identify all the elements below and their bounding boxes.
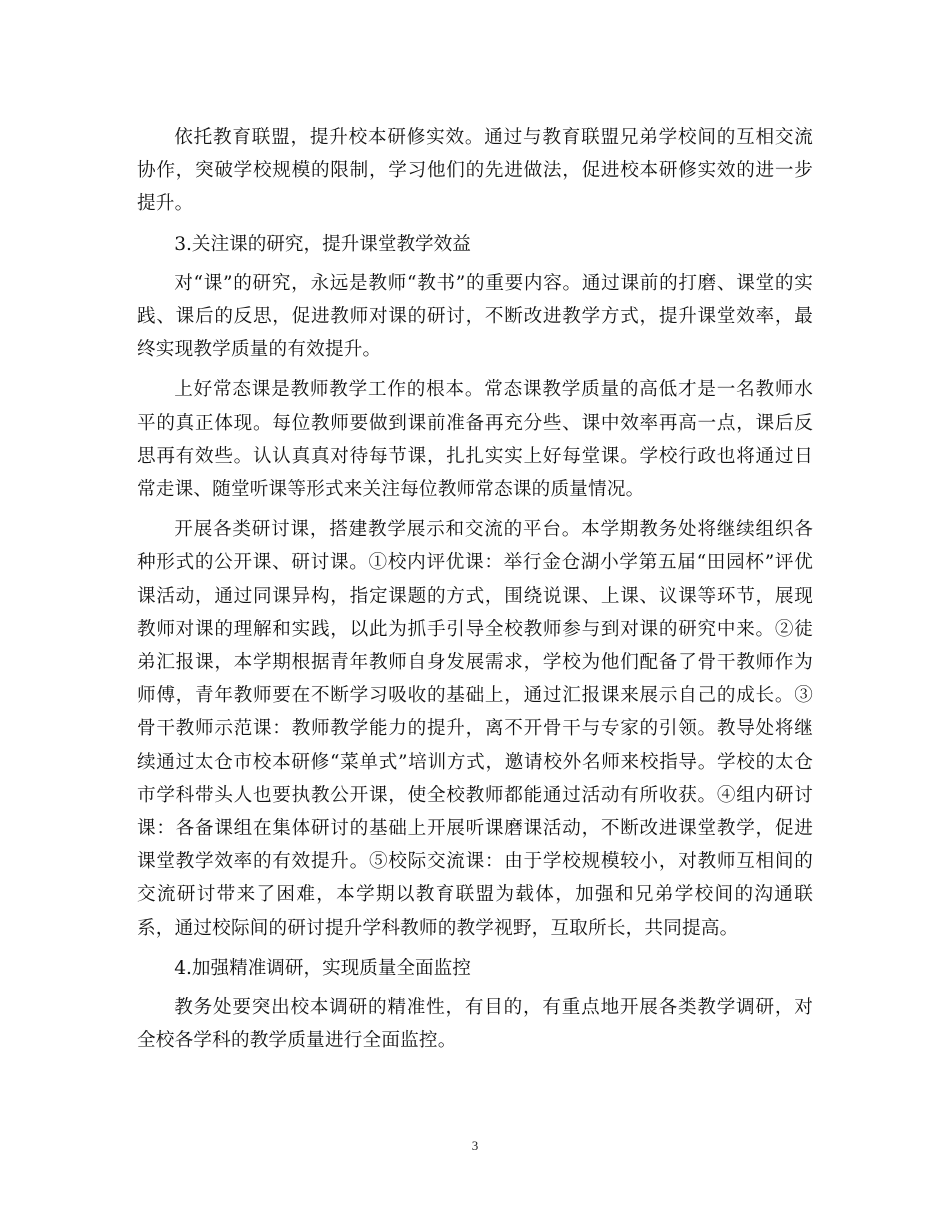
section-heading-4: 4.加强精准调研，实现质量全面监控 — [174, 957, 471, 979]
paragraph-research-lessons: 开展各类研讨课，搭建教学展示和交流的平台。本学期教务处将继续组织各种形式的公开课、研讨课。①校内评优课：举行金仓湖小学第五届“田园杯”评优课活动，通过同课异构，指定课题的方式，围绕说课、上课、议课等环节，展现教师对课的理解和实践，以此为抓手引导全校教师参与到对课的研究中来。②徒弟汇报课，本学期根据青年教师自身发展需求，学校为他们配备了骨干教师作为师傅，青年教师要在不断学习吸收的基础上，通过汇报课来展示自己的成长。③骨干教师示范课：教师教学能力的提升，离不开骨干与专家的引领。教导处将继续通过太仓市校本研修“菜单式”培训方式，邀请校外名师来校指导。学校的太仓市学科带头人也要执教公开课，使全校教师都能通过活动有所收获。④组内研讨课：各备课组在集体研讨的基础上开展听课磨课活动，不断改进课堂教学，促进课堂教学效率的有效提升。⑤校际交流课：由于学校规模较小，对教师互相间的交流研讨带来了困难，本学期以教育联盟为载体，加强和兄弟学校间的沟通联系，通过校际间的研讨提升学科教师的教学视野，互取所长，共同提高。 — [137, 519, 813, 939]
document-body — [137, 121, 813, 1064]
page-number: 3 — [471, 1138, 479, 1153]
paragraph-regular-lessons: 上好常态课是教师教学工作的根本。常态课教学质量的高低才是一名教师水平的真正体现。每位教师要做到课前准备再充分些、课中效率再高一点，课后反思再有效些。认认真真对待每节课，扎扎实实上好每堂课。学校行政也将通过日常走课、随堂听课等形式来关注每位教师常态课的质量情况。 — [137, 379, 813, 501]
section-heading-3: 3.关注课的研究，提升课堂教学效益 — [174, 233, 471, 255]
paragraph-education-alliance: 依托教育联盟，提升校本研修实效。通过与教育联盟兄弟学校间的互相交流协作，突破学校规模的限制，学习他们的先进做法，促进校本研修实效的进一步提升。 — [137, 127, 813, 215]
paragraph-lesson-research: 对“课”的研究，永远是教师“教书”的重要内容。通过课前的打磨、课堂的实践、课后的反思，促进教师对课的研讨，不断改进教学方式，提升课堂效率，最终实现教学质量的有效提升。 — [137, 272, 813, 361]
paragraph-quality-monitoring: 教务处要突出校本调研的精准性，有目的，有重点地开展各类教学调研，对全校各学科的教学质量进行全面监控。 — [137, 997, 813, 1052]
